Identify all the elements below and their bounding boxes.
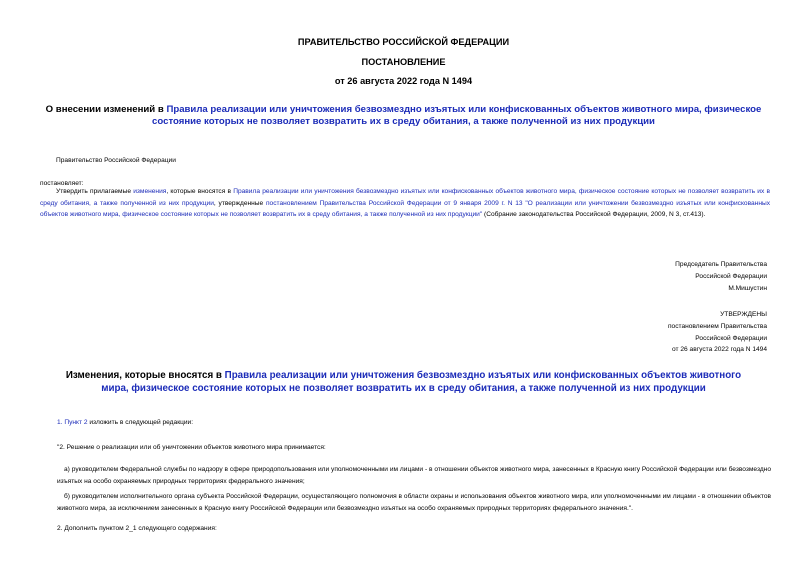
item-1-number: 1.: [57, 419, 65, 426]
approval-block: [668, 309, 767, 356]
approval-date: от 26 августа 2022 года N 1494: [672, 346, 767, 354]
item-1-text: изложить в следующей редакции:: [87, 419, 194, 426]
item-2-add: 2. Дополнить пунктом 2_1 следующего содержания:: [57, 525, 217, 532]
signature-org: Российской Федерации: [695, 272, 767, 280]
decree-paragraph: [40, 186, 770, 221]
changes-title: [60, 370, 747, 395]
signature-name: М.Мишустин: [728, 284, 767, 292]
document-type-heading: ПОСТАНОВЛЕНИЕ: [361, 57, 446, 67]
approval-title: УТВЕРЖДЕНЫ: [720, 311, 767, 318]
resolution-link[interactable]: постановлением Правительства Российской Федерации от 9 января 2009 г. N 13 "О реализации или уничтожении безвозмездно изъятых или конфискованных объектов животного мира, физическое состояние которых не позволяет возвратить их в среду обитания, а также полученной из них продукции": [40, 199, 770, 218]
approval-line-3: Российской Федерации: [695, 334, 767, 342]
title-prefix: О внесении изменений в: [45, 104, 167, 115]
signature-block: [675, 259, 767, 294]
item-1: [57, 417, 771, 429]
government-heading: ПРАВИТЕЛЬСТВО РОССИЙСКОЙ ФЕДЕРАЦИИ: [297, 37, 510, 47]
changes-title-rules-link[interactable]: Правила реализации или уничтожения безвозмездно изъятых или конфискованных объектов животного мира, физическое состояние которых не позволяет возвратить их в среду обитания, а также полученной из них продукции: [101, 370, 742, 394]
p1-text-d: (Собрание законодательства Российской Федерации, 2009, N 3, ст.413).: [482, 211, 706, 218]
p1-text-a: Утвердить прилагаемые: [56, 188, 134, 195]
government-name: Правительство Российской Федерации: [56, 157, 176, 164]
title-rules-link[interactable]: Правила реализации или уничтожения безвозмездно изъятых или конфискованных объектов животного мира, физическое состояние которых не позволяет возвратить их в среду обитания, а также полученной из них продукции: [152, 104, 762, 127]
document-date-number: от 26 августа 2022 года N 1494: [334, 76, 473, 86]
rules-link[interactable]: Правила реализации или уничтожения безвозмездно изъятых или конфискованных объектов животного мира, физическое состояние которых не позволяет возвратить их в среду обитания, а также полученной из них продукции: [40, 188, 770, 207]
approval-line-2: постановлением Правительства: [667, 322, 767, 330]
item-a: а) руководителем Федеральной службы по надзору в сфере природопользования или уполномоченными им лицами - в отношении объектов животного мира, занесенных в Красную книгу Российской Федерации или безвозмездно изъятых на особо охраняемых природных территориях федерального значения;: [57, 466, 771, 485]
point-2-link[interactable]: Пункт 2: [64, 419, 88, 426]
changes-link[interactable]: изменения: [133, 188, 167, 195]
p1-text-c: , утвержденные: [213, 199, 266, 207]
signature-position: Председатель Правительства: [675, 261, 767, 268]
item-2-quote: "2. Решение о реализации или об уничтожении объектов животного мира принимается:: [57, 444, 326, 451]
item-b: б) руководителем исполнительного органа субъекта Российской Федерации, осуществляющего полномочия в области охраны и использования объектов животного мира, или уполномоченными им лицами - в отношении объектов животного мира, за исключением занесенных в Красную книгу Российской Федерации или безвозмездно изъятых на особо охраняемых природных территориях федерального значения.".: [57, 493, 771, 512]
p1-text-b: , которые вносятся в: [166, 188, 234, 195]
changes-title-prefix: Изменения, которые вносятся в: [65, 370, 225, 381]
decree-word: постановляет:: [40, 180, 84, 187]
document-title: [30, 104, 777, 128]
